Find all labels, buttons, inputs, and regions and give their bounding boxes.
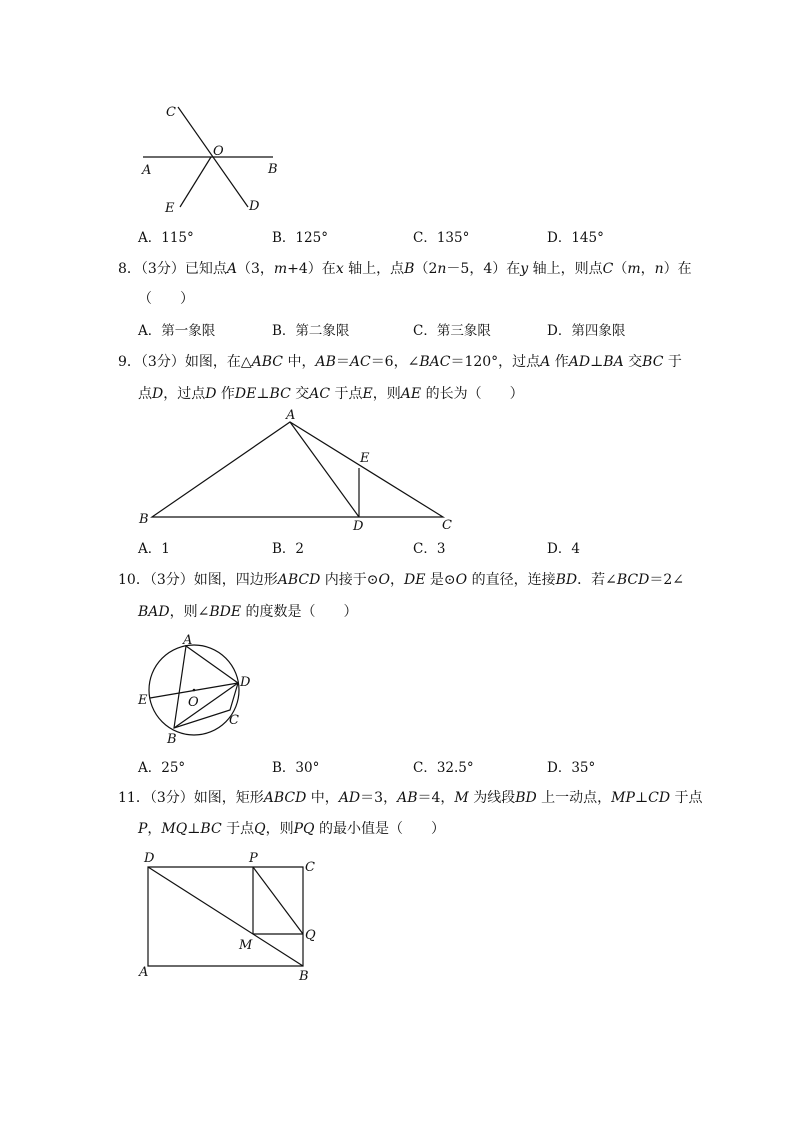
q10-var: BD [555,572,578,588]
q10-var: O [455,572,468,588]
q9-label-d: D [353,519,364,534]
q10-label-a: A [183,633,193,648]
q9-label-e: E [360,451,370,466]
q9-var: AB [315,354,336,370]
q9-triangle-abc [152,422,443,517]
q9-text: 交 [623,354,643,370]
q8-var-m: m [627,261,641,277]
q8-var-n: n [437,261,447,277]
q11-var: Q [254,821,266,837]
q8-answer-blank: （ ） [138,291,194,307]
q10-text: ．若∠ [577,572,617,588]
q7-option-a: A．115° [138,230,194,246]
q7-option-c: C．135° [413,230,470,246]
q10-question-line-2 [138,602,358,622]
q9-label-a: A [286,408,296,423]
q10-label-e: E [138,693,148,708]
q11-label-d: D [144,851,155,866]
q11-label-p: P [249,851,258,866]
q9-var: AE [400,386,422,402]
q9-var: A [540,354,551,370]
q11-label-b: B [299,969,309,984]
q9-var: DE [234,386,257,402]
q10-score: （3分） [149,572,194,588]
q11-var: AD [338,790,361,806]
q9-label-b: B [139,512,149,527]
q10-label-o: O [188,695,199,710]
q10-var: O [378,572,391,588]
q7-line-oe [180,157,211,207]
q9-number: 9． [118,354,141,370]
q10-text: 是⊙ [425,572,456,588]
q11-question-line-2 [138,819,445,839]
q9-question-line-1 [118,352,682,372]
q11-var: CD [648,790,671,806]
q8-number: 8． [118,261,141,277]
q11-text: ，则 [265,821,294,837]
q11-text: ， [147,821,162,837]
q9-option-c: C．3 [413,541,446,557]
q8-option-b: B．第二象限 [272,323,350,339]
q8-text: ， [640,261,655,277]
q11-label-a: A [139,965,149,980]
q9-text: ⊥ [590,354,604,370]
q8-option-a: A．第一象限 [138,323,216,339]
q10-text: 内接于⊙ [320,572,379,588]
q9-text: ＝6，∠ [370,354,420,370]
q9-var: BA [603,354,624,370]
q9-text: ，过点 [163,386,206,402]
q9-var: AD [568,354,591,370]
q9-var: BC [642,354,664,370]
q11-text: 中， [306,790,339,806]
q10-var: BDE [209,604,242,620]
q8-text: ）在 [663,261,692,277]
q8-point-b: B [404,261,415,277]
q7-label-e: E [165,201,175,216]
q9-option-a: A．1 [138,541,170,557]
q9-option-b: B．2 [272,541,305,557]
q10-option-d: D．35° [547,760,596,776]
q11-text: 于点 [670,790,703,806]
q9-label-c: C [442,518,452,533]
q8-point-a: A [226,261,237,277]
q10-text: 如图，四边形 [193,572,278,588]
q8-point-c: C [602,261,614,277]
q9-var: AC [349,354,371,370]
q8-text: 轴上，则点 [528,261,603,277]
q11-text: 的最小值是（ ） [314,821,445,837]
q9-option-d: D．4 [547,541,580,557]
q11-text: ⊥ [634,790,649,806]
q8-text: （2 [414,261,438,277]
q11-line-pq [253,867,303,934]
q11-score: （3分） [149,790,194,806]
q9-var: BAC [419,354,451,370]
q11-label-q: Q [305,928,316,943]
q8-var-y: y [520,261,529,277]
q11-rectangle-figure [130,845,330,990]
q7-angle-figure [130,95,300,220]
q9-text: 点 [138,386,152,402]
q10-option-b: B．30° [272,760,320,776]
q11-label-c: C [305,860,315,875]
q8-var-m: m [273,261,288,277]
q8-option-d: D．第四象限 [547,323,626,339]
q7-label-b: B [268,162,278,177]
q9-text: 作 [216,386,235,402]
q9-text: 交 [290,386,310,402]
q11-var: M [454,790,469,806]
q10-text: 的直径，连接 [467,572,556,588]
q9-var: ABC [251,354,283,370]
q11-number: 11． [118,790,150,806]
q10-label-d: D [240,675,251,690]
q10-var: ABCD [277,572,321,588]
q11-question-line-1 [118,788,703,808]
q7-option-d: D．145° [547,230,604,246]
q10-text: ，则∠ [169,604,210,620]
q10-circle-figure [130,628,260,750]
q11-text: ⊥ [187,821,201,837]
q10-var: DE [404,572,426,588]
q9-text: ⊥ [256,386,270,402]
q11-var: ABCD [263,790,307,806]
q11-var: AB [397,790,418,806]
q9-var: AC [309,386,331,402]
q10-label-c: C [229,713,239,728]
q10-label-b: B [167,732,177,747]
q8-question-line-1 [118,259,692,279]
q9-triangle-figure [130,405,470,535]
q10-number: 10． [118,572,150,588]
q9-text: ，则 [372,386,401,402]
q8-text: －5，4）在 [446,261,521,277]
q10-text: ＝2∠ [649,572,684,588]
q11-diagonal-bd [148,867,303,966]
q8-text: 轴上，点 [343,261,405,277]
q8-text: 已知点 [184,261,227,277]
q11-text: 于点 [221,821,255,837]
q7-label-o: O [213,144,224,159]
q8-var-n: n [654,261,664,277]
q11-label-m: M [239,938,253,953]
q10-var: BAD [138,604,170,620]
q7-option-b: B．125° [272,230,328,246]
q9-text: 作 [550,354,569,370]
q11-text: ＝4， [417,790,455,806]
q11-var: MP [611,790,635,806]
q11-var: P [138,821,148,837]
q9-var: BC [269,386,291,402]
q8-score: （3分） [140,261,185,277]
q9-var: D [205,386,217,402]
q10-question-line-1 [118,570,684,590]
q9-line-ad [290,422,359,517]
q8-text: （3， [236,261,274,277]
q10-text: ， [390,572,405,588]
q10-option-c: C．32.5° [413,760,474,776]
q10-option-a: A．25° [138,760,186,776]
q7-label-a: A [142,163,152,178]
q11-text: 上一动点， [536,790,612,806]
q11-var: BC [200,821,222,837]
q11-text: 为线段 [468,790,516,806]
q8-text: +4）在 [287,261,336,277]
q9-var: D [152,386,164,402]
q11-text: 如图，矩形 [193,790,264,806]
q11-var: MQ [161,821,188,837]
q9-text: 于点 [330,386,363,402]
q10-center-dot [193,689,196,692]
q9-text: ＝ [335,354,350,370]
q9-question-line-2 [138,384,524,404]
q7-label-c: C [166,105,176,120]
q9-text: 中， [283,354,316,370]
q9-score: （3分） [140,354,185,370]
q11-text: ＝3， [360,790,398,806]
q11-var: PQ [293,821,315,837]
q7-label-d: D [249,199,260,214]
q9-text: ＝120°，过点 [450,354,541,370]
q9-text: 于 [663,354,682,370]
q8-option-c: C．第三象限 [413,323,491,339]
q8-text: （ [613,261,628,277]
q10-text: 的度数是（ ） [241,604,358,620]
q9-var: E [362,386,373,402]
q11-var: BD [515,790,537,806]
q10-var: BCD [616,572,650,588]
q9-text: 的长为（ ） [421,386,524,402]
q9-text: 如图，在△ [184,354,252,370]
q8-var-x: x [335,261,344,277]
